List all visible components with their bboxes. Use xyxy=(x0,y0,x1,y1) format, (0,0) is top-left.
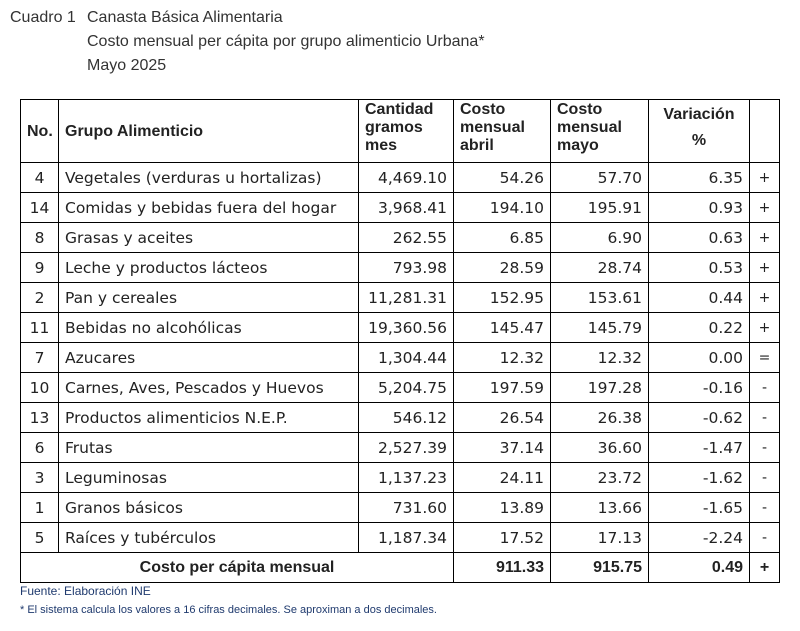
cell-may: 153.61 xyxy=(551,283,649,313)
cell-may: 13.66 xyxy=(551,493,649,523)
cell-april: 152.95 xyxy=(454,283,551,313)
table-header-row xyxy=(21,100,780,163)
cell-april: 12.32 xyxy=(454,343,551,373)
cell-group: Vegetales (verduras u hortalizas) xyxy=(59,163,359,193)
cell-no: 13 xyxy=(21,403,59,433)
cell-april: 17.52 xyxy=(454,523,551,553)
cell-quantity: 546.12 xyxy=(359,403,454,433)
cell-no: 2 xyxy=(21,283,59,313)
cell-quantity: 1,304.44 xyxy=(359,343,454,373)
header-quantity-line2: gramos xyxy=(365,119,423,136)
cell-variation: -1.47 xyxy=(649,433,750,463)
cell-variation: 0.44 xyxy=(649,283,750,313)
cell-may: 145.79 xyxy=(551,313,649,343)
cell-sign: - xyxy=(750,373,780,403)
cell-no: 8 xyxy=(21,223,59,253)
cell-no: 1 xyxy=(21,493,59,523)
cell-variation: 0.63 xyxy=(649,223,750,253)
cell-sign: = xyxy=(750,343,780,373)
cell-april: 26.54 xyxy=(454,403,551,433)
table-row xyxy=(21,373,780,403)
header-may-line1: Costo xyxy=(557,101,603,118)
cell-sign: + xyxy=(750,193,780,223)
header-quantity-line3: mes xyxy=(365,137,398,154)
cell-quantity: 793.98 xyxy=(359,253,454,283)
cell-group: Pan y cereales xyxy=(59,283,359,313)
table-caption xyxy=(10,6,485,78)
cell-quantity: 19,360.56 xyxy=(359,313,454,343)
cell-quantity: 4,469.10 xyxy=(359,163,454,193)
cell-no: 14 xyxy=(21,193,59,223)
table-row xyxy=(21,523,780,553)
cell-variation: 6.35 xyxy=(649,163,750,193)
food-basket-table xyxy=(20,99,780,583)
cell-sign: - xyxy=(750,493,780,523)
cell-april: 28.59 xyxy=(454,253,551,283)
cell-sign: + xyxy=(750,223,780,253)
cell-group: Grasas y aceites xyxy=(59,223,359,253)
caption-title-line xyxy=(10,6,485,30)
table-row xyxy=(21,283,780,313)
table-row xyxy=(21,403,780,433)
total-sign: + xyxy=(750,553,780,583)
header-quantity xyxy=(359,100,454,163)
header-sign xyxy=(750,100,780,163)
cell-may: 36.60 xyxy=(551,433,649,463)
table-row xyxy=(21,163,780,193)
cell-sign: + xyxy=(750,313,780,343)
cell-may: 23.72 xyxy=(551,463,649,493)
cell-may: 26.38 xyxy=(551,403,649,433)
cell-variation: 0.22 xyxy=(649,313,750,343)
header-group: Grupo Alimenticio xyxy=(59,100,359,163)
table-row xyxy=(21,193,780,223)
header-april-line2: mensual xyxy=(460,119,525,136)
header-may-line3: mayo xyxy=(557,137,599,154)
cell-no: 9 xyxy=(21,253,59,283)
cell-may: 57.70 xyxy=(551,163,649,193)
cell-may: 197.28 xyxy=(551,373,649,403)
cell-sign: - xyxy=(750,403,780,433)
cell-no: 6 xyxy=(21,433,59,463)
total-row xyxy=(21,553,780,583)
header-variation-line2: % xyxy=(691,132,707,149)
header-variation-line1: Variación xyxy=(663,106,735,123)
header-april xyxy=(454,100,551,163)
cell-group: Granos básicos xyxy=(59,493,359,523)
cell-may: 28.74 xyxy=(551,253,649,283)
header-variation xyxy=(649,100,750,163)
cell-quantity: 3,968.41 xyxy=(359,193,454,223)
cell-group: Frutas xyxy=(59,433,359,463)
cell-no: 7 xyxy=(21,343,59,373)
table-row xyxy=(21,313,780,343)
total-april: 911.33 xyxy=(454,553,551,583)
cell-group: Raíces y tubérculos xyxy=(59,523,359,553)
cell-quantity: 731.60 xyxy=(359,493,454,523)
cell-group: Leguminosas xyxy=(59,463,359,493)
cell-variation: 0.93 xyxy=(649,193,750,223)
header-april-line3: abril xyxy=(460,137,494,154)
cell-quantity: 11,281.31 xyxy=(359,283,454,313)
header-may-line2: mensual xyxy=(557,119,622,136)
cell-quantity: 1,137.23 xyxy=(359,463,454,493)
header-quantity-line1: Cantidad xyxy=(365,101,434,118)
cell-april: 6.85 xyxy=(454,223,551,253)
table-row xyxy=(21,343,780,373)
table-row xyxy=(21,433,780,463)
cell-group: Comidas y bebidas fuera del hogar xyxy=(59,193,359,223)
table-row xyxy=(21,493,780,523)
cell-quantity: 1,187.34 xyxy=(359,523,454,553)
cell-april: 37.14 xyxy=(454,433,551,463)
header-may xyxy=(551,100,649,163)
table-body xyxy=(21,163,780,553)
cell-group: Productos alimenticios N.E.P. xyxy=(59,403,359,433)
cell-sign: + xyxy=(750,163,780,193)
cell-sign: + xyxy=(750,253,780,283)
cell-group: Carnes, Aves, Pescados y Huevos xyxy=(59,373,359,403)
cell-quantity: 2,527.39 xyxy=(359,433,454,463)
cell-may: 12.32 xyxy=(551,343,649,373)
cell-may: 195.91 xyxy=(551,193,649,223)
header-no: No. xyxy=(21,100,59,163)
cell-april: 194.10 xyxy=(454,193,551,223)
cell-may: 6.90 xyxy=(551,223,649,253)
cell-quantity: 5,204.75 xyxy=(359,373,454,403)
cell-april: 54.26 xyxy=(454,163,551,193)
caption-period: Mayo 2025 xyxy=(87,57,167,74)
source-note: Fuente: Elaboración INE xyxy=(20,584,151,598)
cell-no: 5 xyxy=(21,523,59,553)
table-row xyxy=(21,223,780,253)
caption-title: Canasta Básica Alimentaria xyxy=(87,9,283,26)
cell-no: 4 xyxy=(21,163,59,193)
cell-sign: + xyxy=(750,283,780,313)
total-may: 915.75 xyxy=(551,553,649,583)
footnote: * El sistema calcula los valores a 16 cifras decimales. Se aproximan a dos decimales. xyxy=(20,604,437,616)
cell-variation: -1.65 xyxy=(649,493,750,523)
table-row xyxy=(21,463,780,493)
table-footer xyxy=(20,584,437,616)
cell-sign: - xyxy=(750,523,780,553)
total-variation: 0.49 xyxy=(649,553,750,583)
cell-no: 11 xyxy=(21,313,59,343)
caption-number: Cuadro 1 xyxy=(10,9,76,26)
cell-group: Azucares xyxy=(59,343,359,373)
cell-variation: 0.53 xyxy=(649,253,750,283)
cell-no: 10 xyxy=(21,373,59,403)
cell-group: Leche y productos lácteos xyxy=(59,253,359,283)
cell-no: 3 xyxy=(21,463,59,493)
cell-variation: -0.16 xyxy=(649,373,750,403)
cell-april: 145.47 xyxy=(454,313,551,343)
cell-variation: -0.62 xyxy=(649,403,750,433)
total-label: Costo per cápita mensual xyxy=(21,553,454,583)
header-april-line1: Costo xyxy=(460,101,506,118)
cell-april: 197.59 xyxy=(454,373,551,403)
cell-variation: -1.62 xyxy=(649,463,750,493)
cell-quantity: 262.55 xyxy=(359,223,454,253)
table-row xyxy=(21,253,780,283)
cell-april: 24.11 xyxy=(454,463,551,493)
caption-subtitle: Costo mensual per cápita por grupo alimenticio Urbana* xyxy=(87,33,485,50)
cell-sign: - xyxy=(750,463,780,493)
cell-variation: 0.00 xyxy=(649,343,750,373)
cell-may: 17.13 xyxy=(551,523,649,553)
cell-group: Bebidas no alcohólicas xyxy=(59,313,359,343)
cell-sign: - xyxy=(750,433,780,463)
cell-april: 13.89 xyxy=(454,493,551,523)
cell-variation: -2.24 xyxy=(649,523,750,553)
